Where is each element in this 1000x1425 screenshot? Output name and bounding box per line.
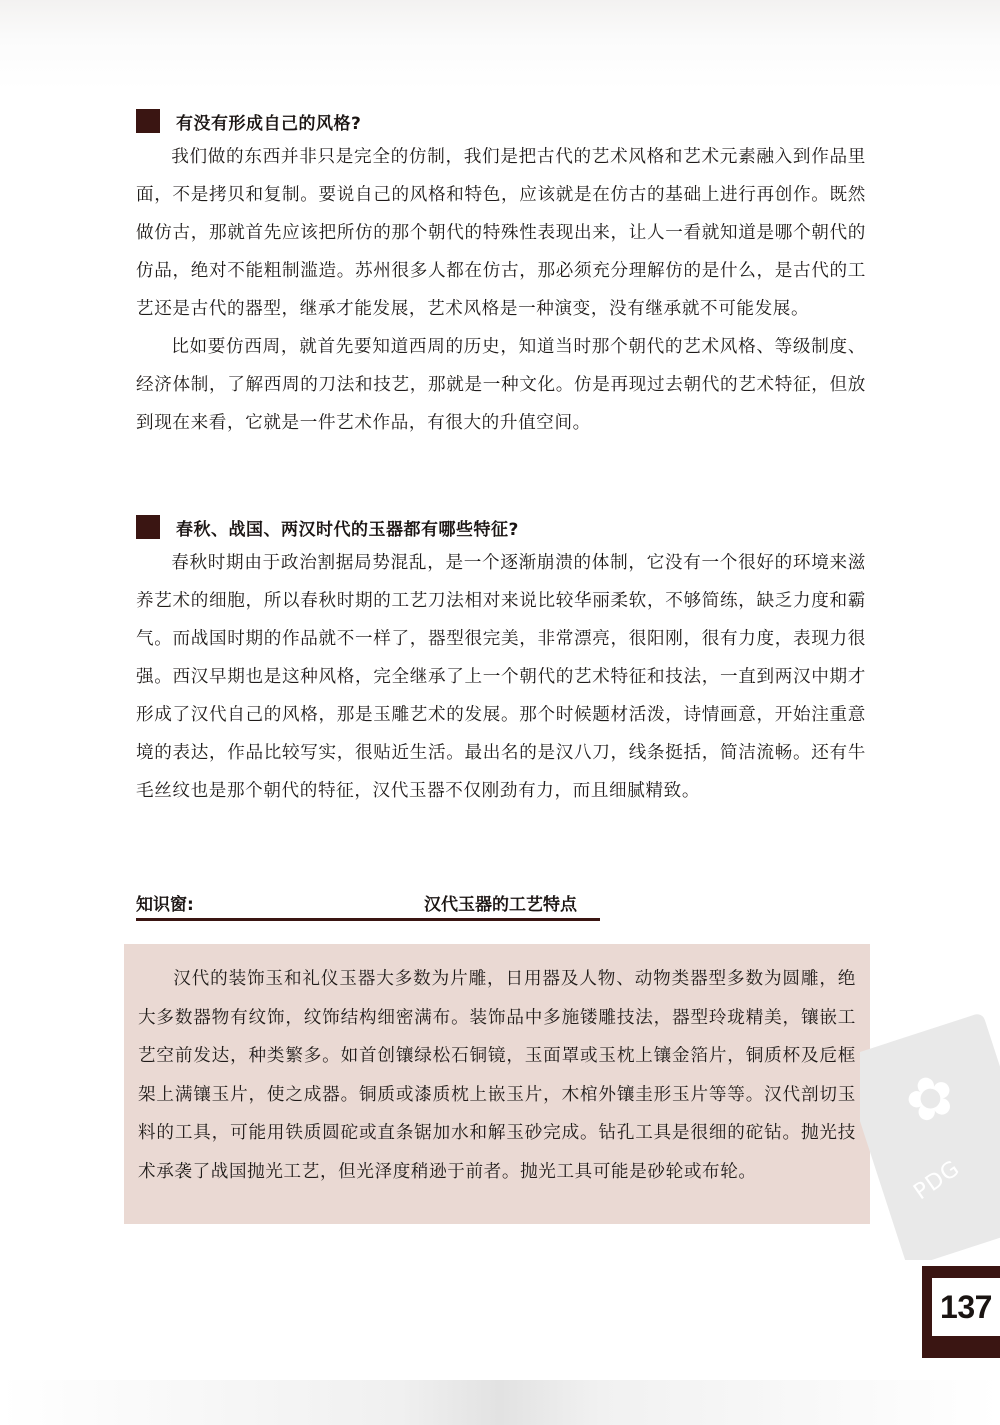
page-number-tab bbox=[922, 1266, 1000, 1358]
knowledge-window-text: 汉代的装饰玉和礼仪玉器大多数为片雕，日用器及人物、动物类器型多数为圆雕，绝大多数器物有纹饰，纹饰结构细密满布。装饰品中多施镂雕技法，器型玲珑精美，镶嵌工艺空前发达，种类繁多。如首创镶绿松石铜镜，玉面罩或玉枕上镶金箔片，铜质杯及卮框架上满镶玉片，使之成器。铜质或漆质枕上嵌玉片，木棺外镶圭形玉片等等。汉代剖切玉料的工具，可能用铁质圆砣或直条锯加水和解玉砂完成。钻孔工具是很细的砣钻。抛光技术承袭了战国抛光工艺，但光泽度稍逊于前者。抛光工具可能是砂轮或布轮。 bbox=[138, 969, 856, 1182]
section-own-style bbox=[136, 106, 866, 442]
knowledge-window-header bbox=[136, 886, 600, 921]
watermark-seal-shape bbox=[860, 1012, 1000, 1260]
watermark-seal-icon: ✿ bbox=[895, 1057, 965, 1139]
paragraph: 我们做的东西并非只是完全的仿制，我们是把古代的艺术风格和艺术元素融入到作品里面，不是拷贝和复制。要说自己的风格和特色，应该就是在仿古的基础上进行再创作。既然做仿古，那就首先应该把所仿的那个朝代的特殊性表现出来，让人一看就知道是哪个朝代的仿品，绝对不能粗制滥造。苏州很多人都在仿古，那必须充分理解仿的是什么，是古代的工艺还是古代的器型，继承才能发展，艺术风格是一种演变，没有继承就不可能发展。 bbox=[136, 147, 866, 319]
section-heading bbox=[136, 106, 866, 136]
page-number-frame bbox=[932, 1278, 1000, 1336]
watermark-text: PDG bbox=[909, 1155, 965, 1206]
page-number: 137 bbox=[940, 1288, 992, 1325]
heading-marker-square bbox=[136, 515, 160, 539]
paragraph: 春秋时期由于政治割据局势混乱，是一个逐渐崩溃的体制，它没有一个很好的环境来滋养艺术的细胞，所以春秋时期的工艺刀法相对来说比较华丽柔软，不够简练，缺乏力度和霸气。而战国时期的作品就不一样了，器型很完美，非常漂亮，很阳刚，很有力度，表现力很强。西汉早期也是这种风格，完全继承了上一个朝代的艺术特征和技法，一直到两汉中期才形成了汉代自己的风格，那是玉雕艺术的发展。那个时候题材活泼，诗情画意，开始注重意境的表达，作品比较写实，很贴近生活。最出名的是汉八刀，线条挺括，简洁流畅。还有牛毛丝纹也是那个朝代的特征，汉代玉器不仅刚劲有力，而且细腻精致。 bbox=[136, 553, 866, 801]
section-heading-text: 春秋、战国、两汉时代的玉器都有哪些特征? bbox=[176, 519, 519, 540]
knowledge-window-label: 知识窗: bbox=[136, 895, 194, 915]
heading-marker-square bbox=[136, 109, 160, 133]
section-jade-features bbox=[136, 512, 866, 810]
paragraph: 比如要仿西周，就首先要知道西周的历史，知道当时那个朝代的艺术风格、等级制度、经济体制，了解西周的刀法和技艺，那就是一种文化。仿是再现过去朝代的艺术特征，但放到现在来看，它就是一件艺术作品，有很大的升值空间。 bbox=[136, 337, 866, 433]
section-heading bbox=[136, 512, 866, 542]
pdg-watermark bbox=[860, 1000, 1000, 1260]
section-heading-text: 有没有形成自己的风格? bbox=[176, 113, 362, 134]
scan-bottom-strip bbox=[0, 1380, 1000, 1425]
knowledge-window-title: 汉代玉器的工艺特点 bbox=[424, 895, 577, 915]
knowledge-window-box bbox=[124, 944, 870, 1224]
